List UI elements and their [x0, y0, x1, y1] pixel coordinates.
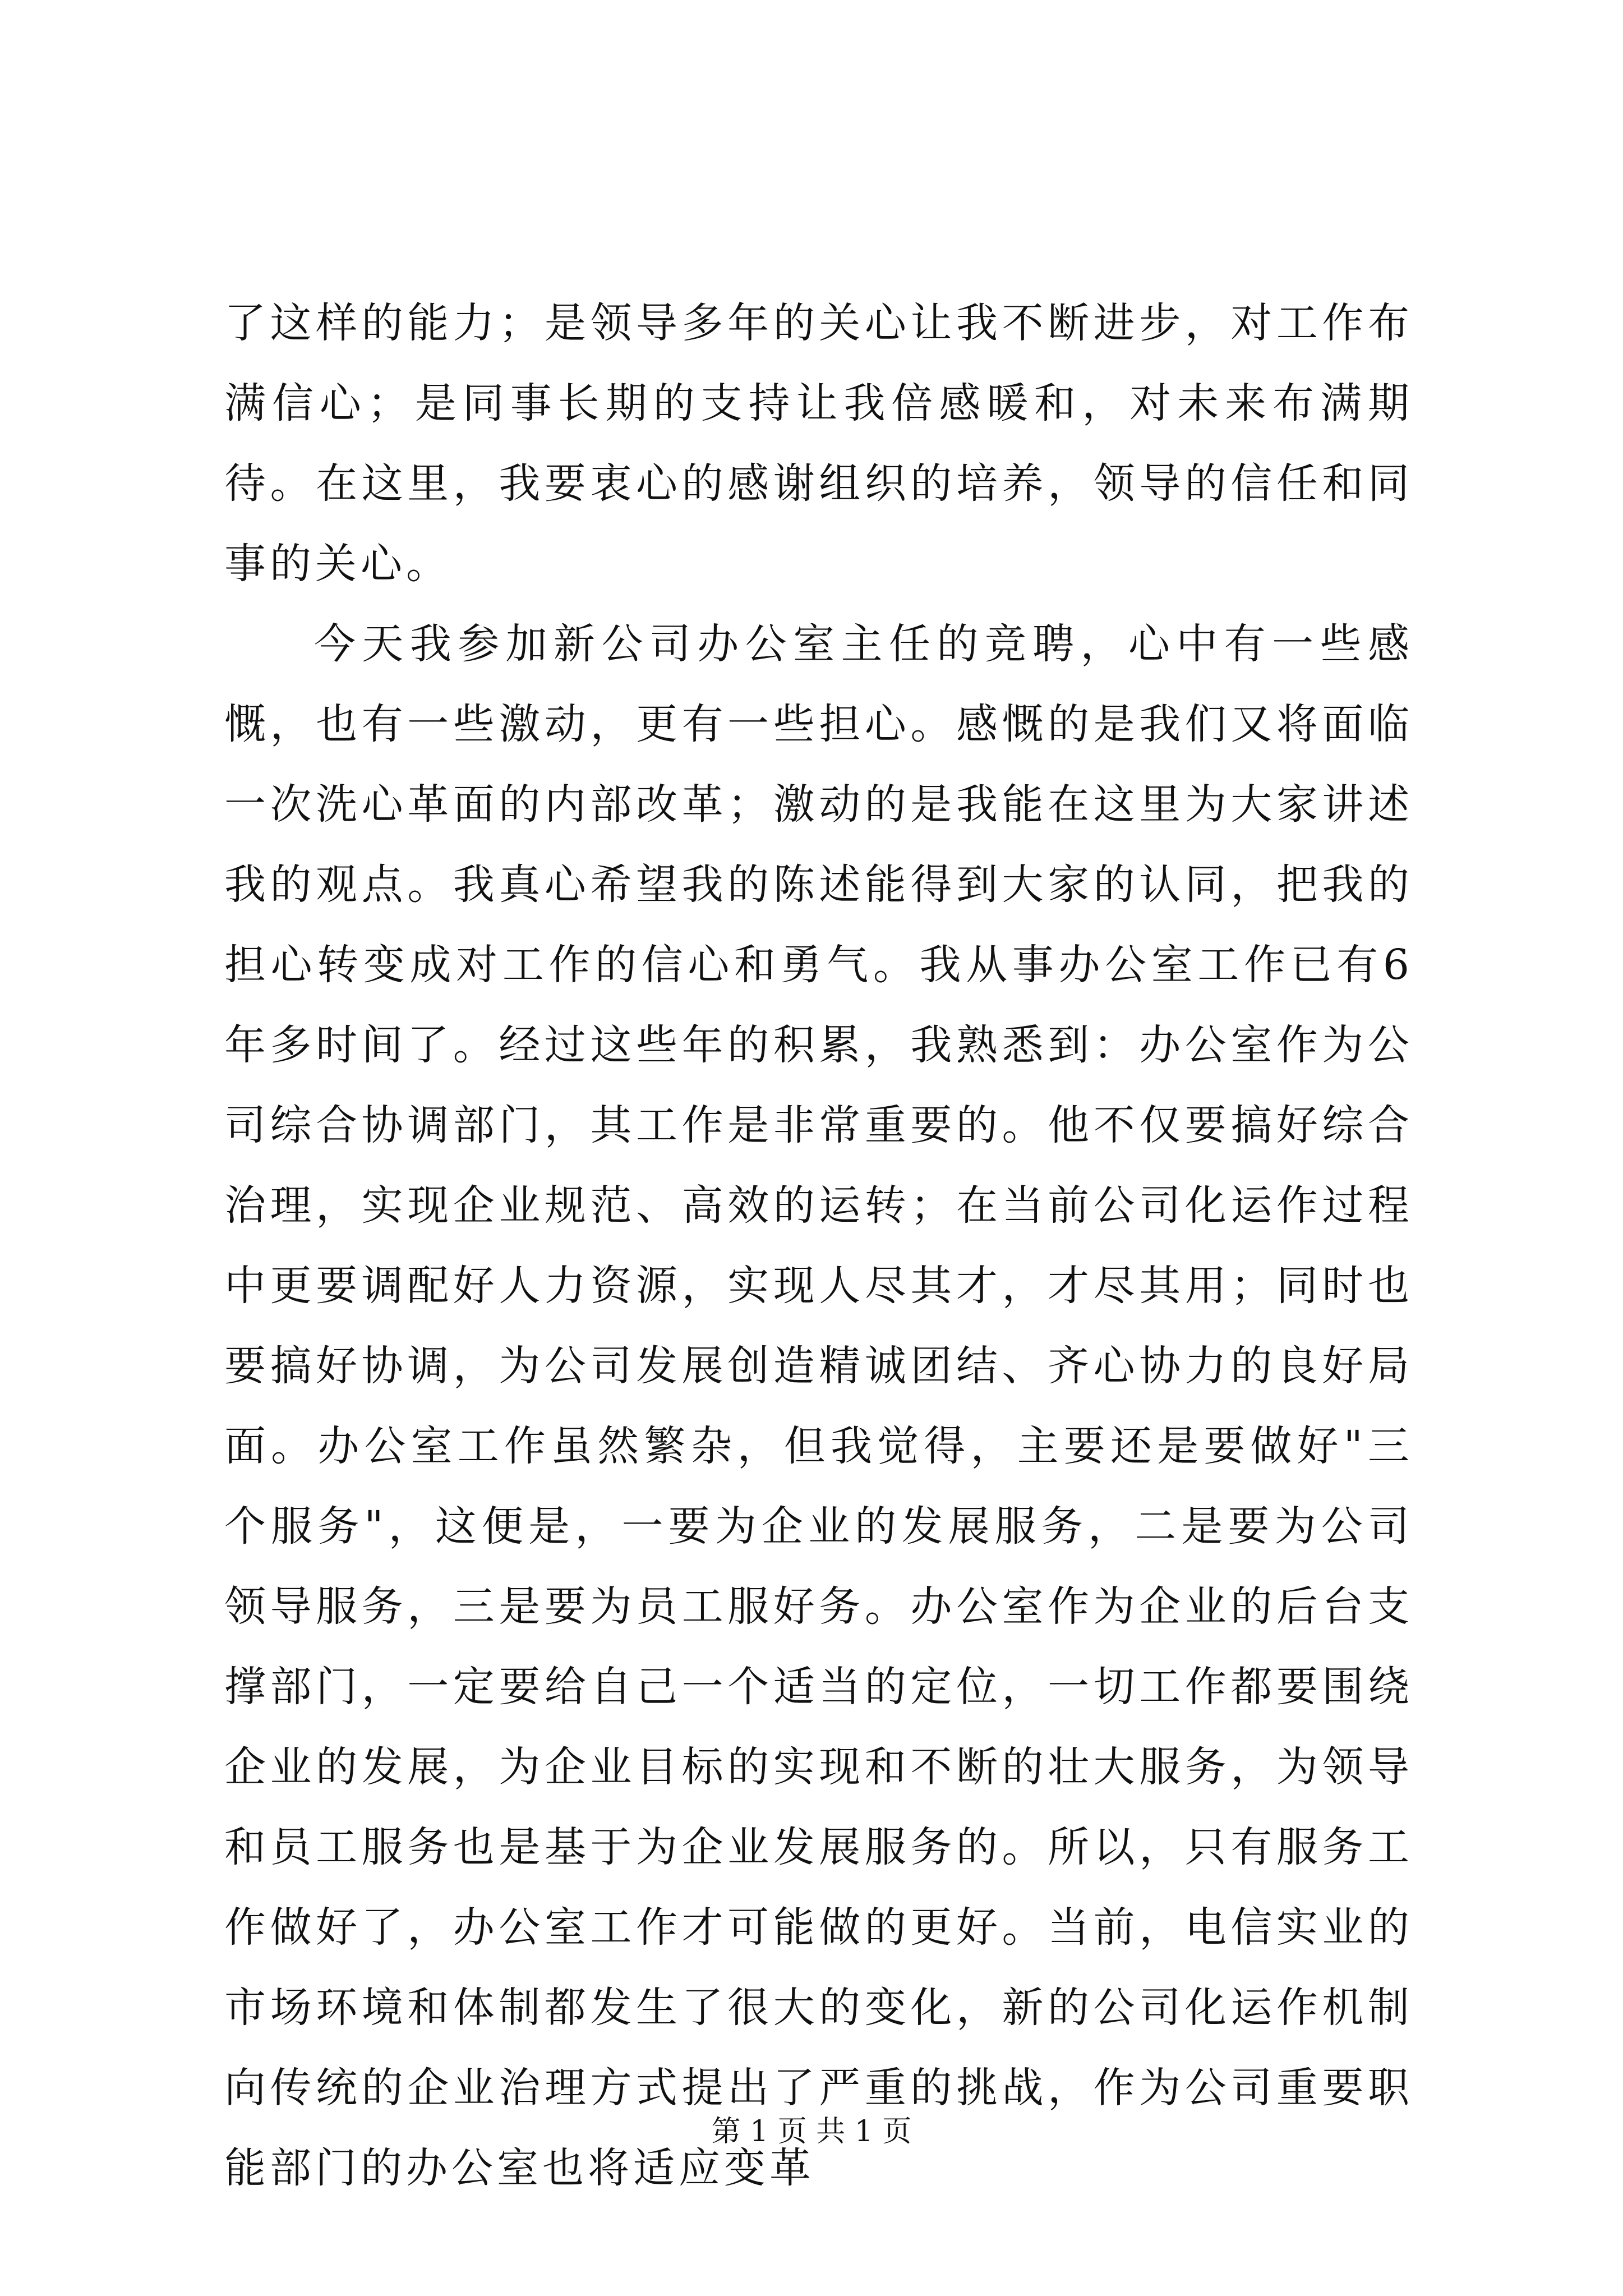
page-number-label: 第 1 页 共 1 页	[711, 2115, 912, 2148]
body-text	[224, 283, 1413, 2208]
paragraph-1: 了这样的能力；是领导多年的关心让我不断进步，对工作布满信心；是同事长期的支持让我倍感暖和，对未来布满期待。在这里，我要衷心的感谢组织的培养，领导的信任和同事的关心。	[224, 299, 1413, 588]
paragraph-2: 今天我参加新公司办公室主任的竞聘，心中有一些感慨，也有一些激动，更有一些担心。感慨的是我们又将面临一次洗心革面的内部改革；激动的是我能在这里为大家讲述我的观点。我真心希望我的陈述能得到大家的认同，把我的担心转变成对工作的信心和勇气。我从事办公室工作已有6年多时间了。经过这些年的积累，我熟悉到：办公室作为公司综合协调部门，其工作是非常重要的。他不仅要搞好综合治理，实现企业规范、高效的运转；在当前公司化运作过程中更要调配好人力资源，实现人尽其才，才尽其用；同时也要搞好协调，为公司发展创造精诚团结、齐心协力的良好局面。办公室工作虽然繁杂，但我觉得，主要还是要做好"三个服务"，这便是，一要为企业的发展服务，二是要为公司领导服务，三是要为员工服好务。办公室作为企业的后台支撑部门，一定要给自己一个适当的定位，一切工作都要围绕企业的发展，为企业目标的实现和不断的壮大服务，为领导和员工服务也是基于为企业发展服务的。所以，只有服务工作做好了，办公室工作才可能做的更好。当前，电信实业的市场环境和体制都发生了很大的变化，新的公司化运作机制向传统的企业治理方式提出了严重的挑战，作为公司重要职能部门的办公室也将适应变革	[224, 620, 1413, 2192]
page-footer	[0, 2112, 1623, 2151]
